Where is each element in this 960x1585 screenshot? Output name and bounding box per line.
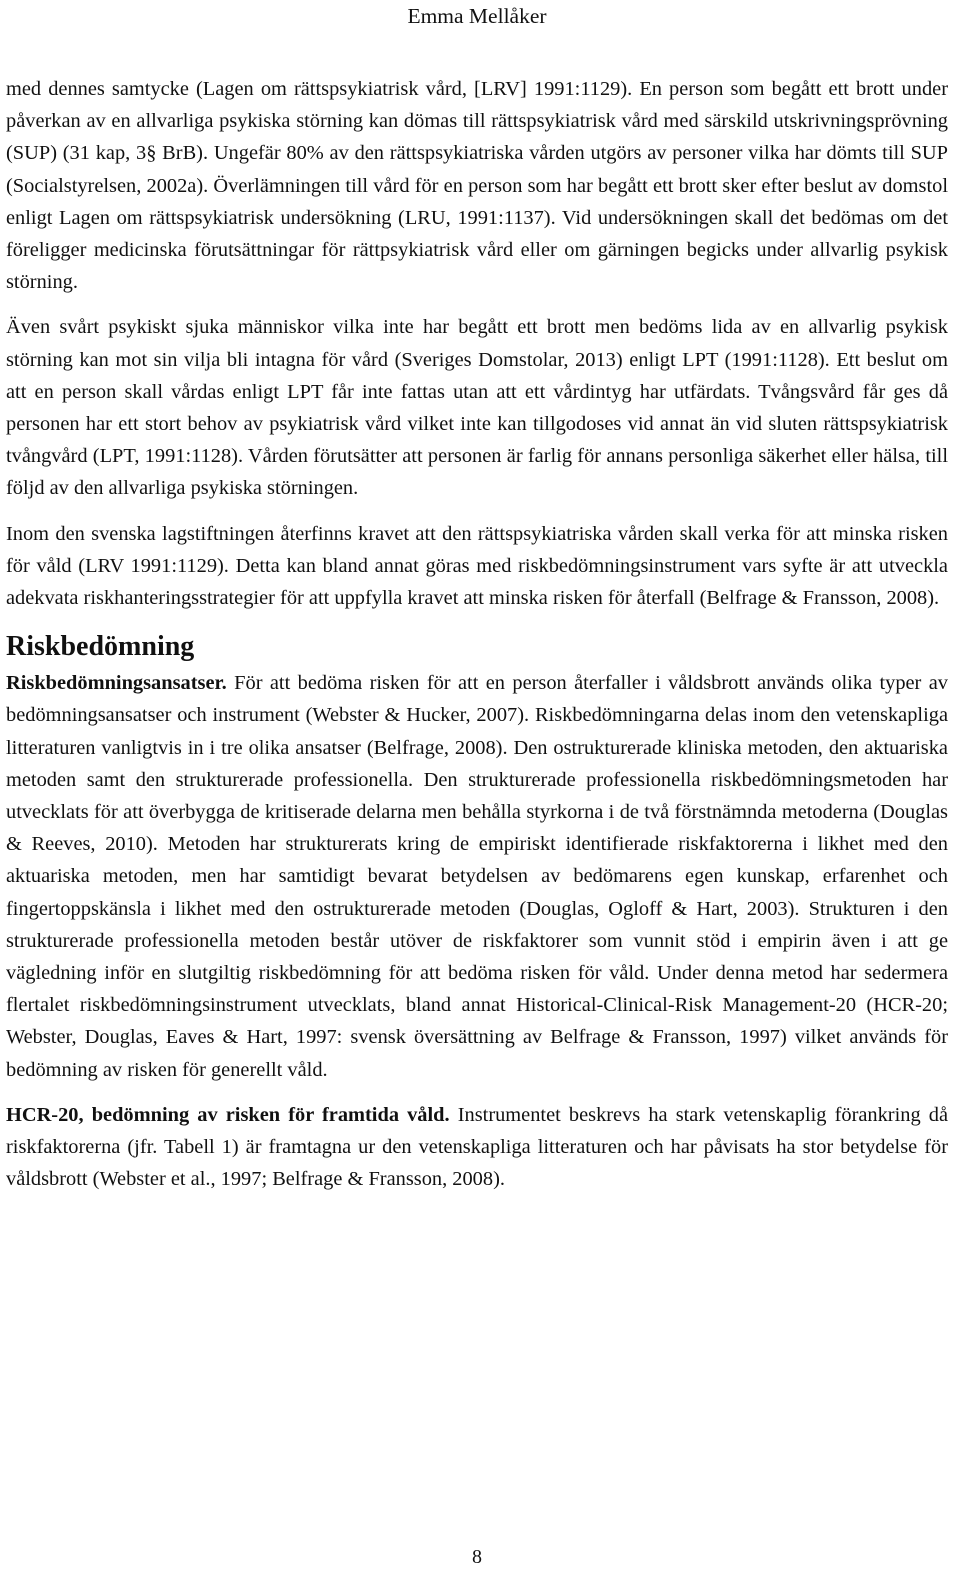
paragraph-hcr20 — [6, 1099, 948, 1196]
body-text — [6, 73, 948, 1209]
subsection-text-hcr20: Instrumentet beskrevs ha stark vetenskaplig förankring då riskfaktorerna (jfr. Tabell 1) är framtagna ur den vetenskapliga litteraturen och har påvisats ha stor betydelse för våldsbrott (Webster et al., 1997; Belfrage & Fransson, 2008). — [6, 1103, 949, 1191]
running-header-author: Emma Mellåker — [407, 4, 547, 28]
paragraph-legislation: Inom den svenska lagstiftningen återfinns kravet att den rättspsykiatriska vården skall verka för att minska risken för våld (LRV 1991:1129). Detta kan bland annat göras med riskbedömningsinstrument vars syfte är att utveckla adekvata riskhanteringsstrategier för att uppfylla kravet att minska risken för återfall (Belfrage & Fransson, 2008). — [6, 522, 948, 610]
page-number: 8 — [472, 1546, 482, 1568]
subsection-lead-hcr20: HCR-20, bedömning av risken för framtida våld. — [6, 1103, 450, 1126]
paragraph-legal-framework: med dennes samtycke (Lagen om rättspsykiatrisk vård, [LRV] 1991:1129). En person som begått ett brott under påverkan av en allvarliga psykiska störning kan dömas till rättspsykiatrisk vård med särskild utskrivningsprövning (SUP) (31 kap, 3§ BrB). Ungefär 80% av den rättspsykiatriska vården utgörs av personer vilka har dömts till SUP (Socialstyrelsen, 2002a). Överlämningen till vård för en person som har begått ett brott sker efter beslut av domstol enligt Lagen om rättspsykiatrisk undersökning (LRU, 1991:1137). Vid undersökningen skall det bedömas om det föreligger medicinska förutsättningar för rättpsykiatrisk vård eller om gärningen begicks under allvarlig psykisk störning. — [6, 78, 948, 294]
paragraph-risk-approaches — [6, 667, 948, 1086]
document-page — [6, 0, 948, 1585]
paragraph-compulsory-care: Även svårt psykiskt sjuka människor vilka inte har begått ett brott men bedöms lida av en allvarlig psykisk störning kan mot sin vilja bli intagna för vård (Sveriges Domstolar, 2013) enligt LPT (1991:1128). Ett beslut om att en person skall vårdas enligt LPT får inte fattas utan att ett vårdintyg har utfärdats. Tvångsvård får ges då personen har ett stort behov av psykiatrisk vård vilket inte kan tillgodoses vid annat än vid sluten rättspsykiatrisk tvångvård (LPT, 1991:1128). Vården förutsätter att personen är farlig för annans personliga säkerhet eller hälsa, till följd av den allvarliga psykiska störningen. — [6, 316, 948, 500]
section-heading: Riskbedömning — [6, 631, 195, 663]
subsection-lead-approaches: Riskbedömningsansatser. — [6, 672, 227, 695]
subsection-text-approaches: För att bedöma risken för att en person återfaller i våldsbrott används olika typer av bedömningsansatser och instrument (Webster & Hucker, 2007). Riskbedömningarna delas inom den vetenskapliga litteraturen vanligtvis in i tre olika ansatser (Belfrage, 2008). Den ostrukturerade kliniska metoden, den aktuariska metoden samt den strukturerade professionella. Den strukturerade professionella riskbedömningsmetoden har utvecklats för att överbygga de kritiserade delarna men behålla styrkorna i de två förstnämnda metoderna (Douglas & Reeves, 2010). Metoden har strukturerats kring de empiriskt identifierade riskfaktorerna i likhet med den aktuariska metoden, men har samtidigt bevarat betydelsen av bedömarens egen kunskap, erfarenhet och fingertoppskänsla i likhet med den ostrukturerade metoden (Douglas, Ogloff & Hart, 2003). Strukturen i den strukturerade professionella metoden består utöver de riskfaktorer som vunnit stöd i empirin även i att ge vägledning inför en slutgiltig riskbedömning för att bedöma risken för våld. Under denna metod har sedermera flertalet riskbedömningsinstrument utvecklats, bland annat Historical-Clinical-Risk Management-20 (HCR-20; Webster, Douglas, Eaves & Hart, 1997: svensk översättning av Belfrage & Fransson, 1997) vilket används för bedömning av risken för generellt våld. — [6, 672, 948, 1081]
